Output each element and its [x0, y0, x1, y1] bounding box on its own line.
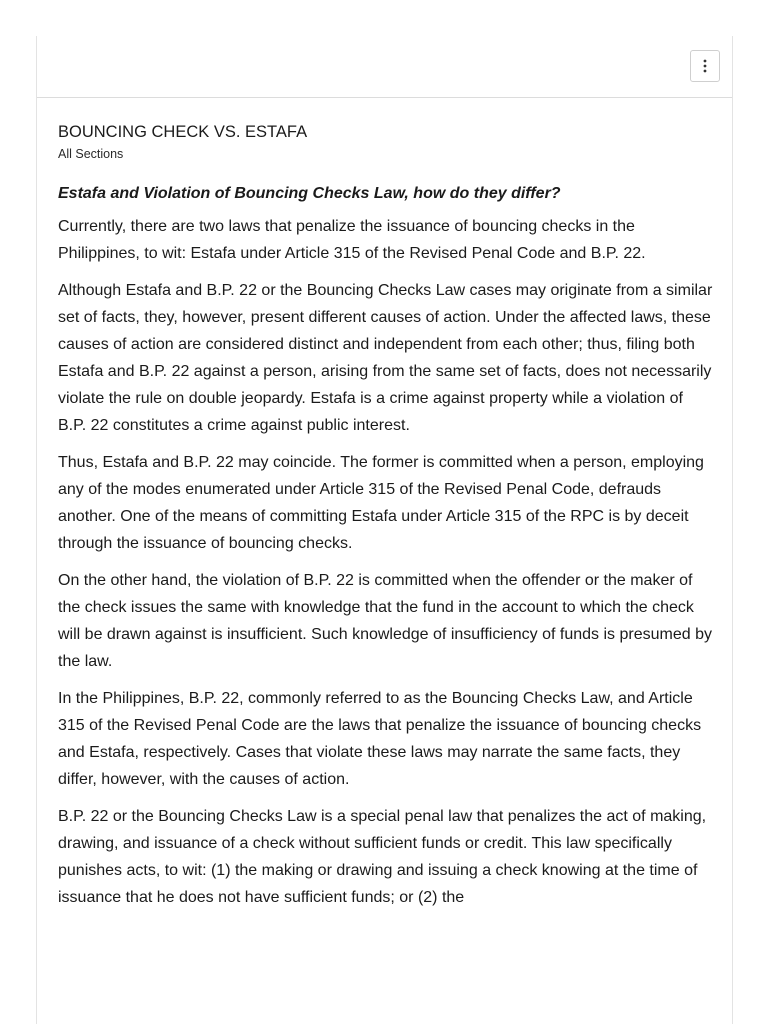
section-label: All Sections: [58, 147, 124, 161]
vertical-ellipsis-icon: [703, 59, 707, 73]
article-title: BOUNCING CHECK VS. ESTAFA: [58, 123, 308, 141]
article-card: [36, 36, 733, 1024]
paragraph: On the other hand, the violation of B.P. 22 is committed when the offender or the maker of the check issues the same with knowledge that the fund in the account to which the check will be drawn against is insufficient. Such knowledge of insufficiency of funds is presumed by the law.: [58, 572, 712, 670]
card-toolbar: [37, 36, 732, 98]
more-options-button[interactable]: [690, 50, 720, 82]
paragraph: Thus, Estafa and B.P. 22 may coincide. The former is committed when a person, employing any of the modes enumerated under Article 315 of the Revised Penal Code, defrauds another. One of the means of committing Estafa under Article 315 of the RPC is by deceit through the issuance of bouncing checks.: [58, 454, 704, 552]
paragraph: B.P. 22 or the Bouncing Checks Law is a special penal law that penalizes the act of making, drawing, and issuance of a check without sufficient funds or credit. This law specifically punishes acts, to wit: (1) the making or drawing and issuing a check knowing at the time of issuance that he does not have sufficient funds; or (2) the: [58, 808, 707, 906]
paragraph: Although Estafa and B.P. 22 or the Bouncing Checks Law cases may originate from a similar set of facts, they, however, present different causes of action. Under the affected laws, these causes of action are considered distinct and independent from each other; thus, filing both Estafa and B.P. 22 against a person, arising from the same set of facts, does not necessarily violate the rule on double jeopardy. Estafa is a crime against property while a violation of B.P. 22 constitutes a crime against public interest.: [58, 282, 713, 434]
paragraph: Currently, there are two laws that penalize the issuance of bouncing checks in the Philippines, to wit: Estafa under Article 315 of the Revised Penal Code and B.P. 22.: [58, 218, 646, 262]
lead-question: Estafa and Violation of Bouncing Checks Law, how do they differ?: [58, 185, 561, 202]
article-content: [37, 98, 714, 911]
paragraph: In the Philippines, B.P. 22, commonly referred to as the Bouncing Checks Law, and Article 315 of the Revised Penal Code are the laws that penalize the issuance of bouncing checks and Estafa, respectively. Cases that violate these laws may narrate the same facts, they differ, however, with the causes of action.: [58, 690, 702, 788]
